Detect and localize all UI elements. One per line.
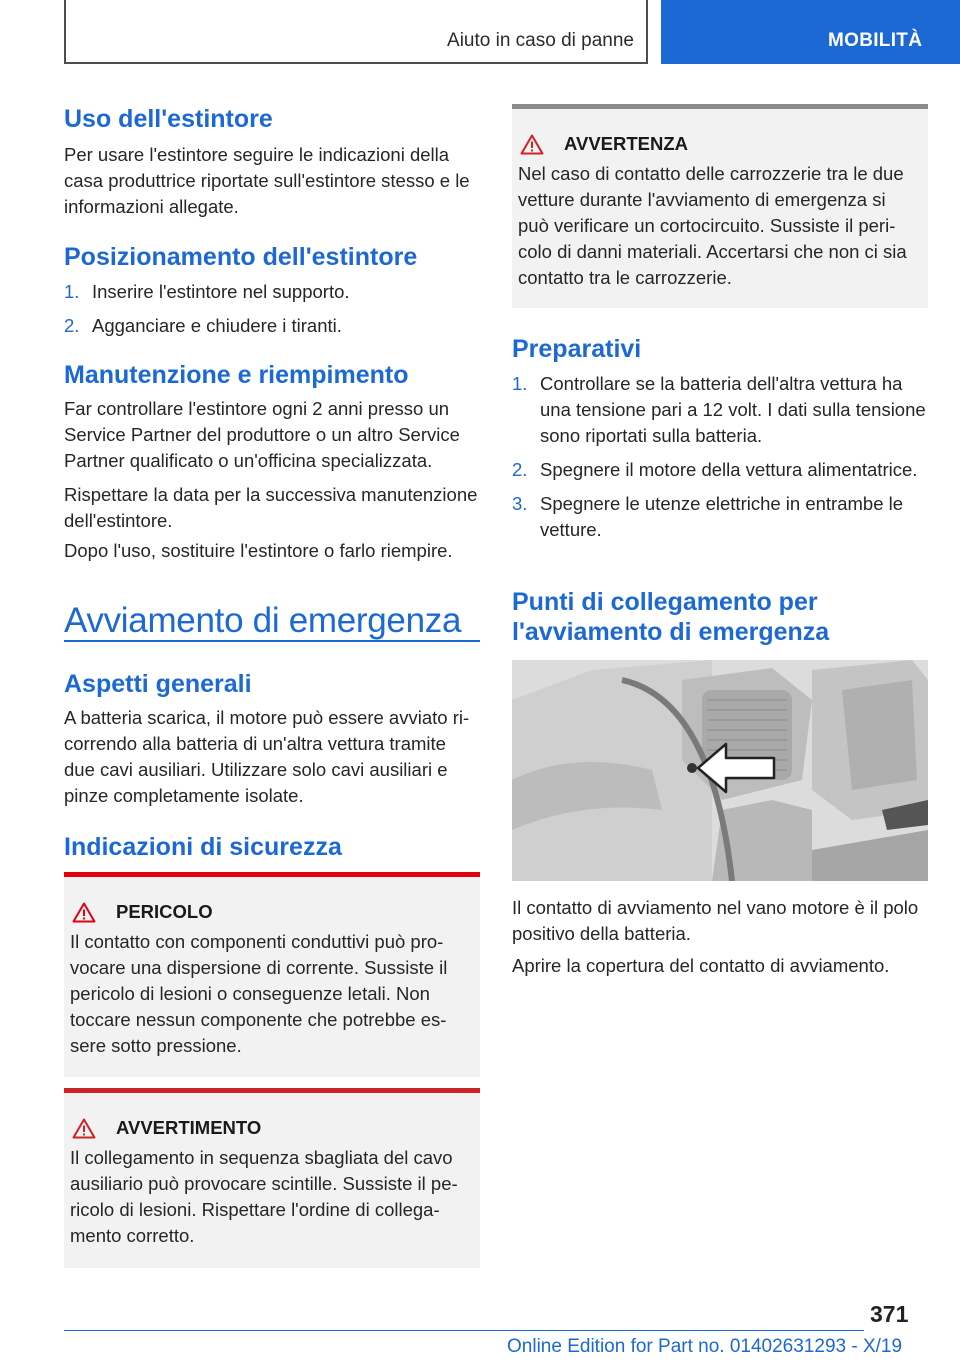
warning-triangle-icon (72, 1118, 96, 1139)
steps-preparativi (512, 371, 928, 543)
heading-indicazioni-sicurezza: Indicazioni di sicurezza (64, 833, 342, 861)
heading-manutenzione: Manutenzione e riempimento (64, 361, 409, 389)
footer-rule (64, 1330, 864, 1331)
engine-bay-illustration (512, 660, 928, 881)
warning-text: Il collegamento in sequenza sbagliata del cavo ausiliario può provocare scintille. Sussiste il pericolo di lesioni. Rispettare l'ordine di collegamento corretto. (70, 1147, 458, 1246)
footer-edition: Online Edition for Part no. 01402631293 - X/19 (507, 1336, 903, 1357)
warning-triangle-icon (72, 902, 96, 923)
paragraph-punti-1: Il contatto di avviamento nel vano motore è il polo positivo della batteria. (512, 897, 919, 944)
caution-label: AVVERTENZA (564, 133, 689, 154)
danger-bar (64, 872, 480, 877)
warning-label: AVVERTIMENTO (116, 1117, 262, 1138)
list-item: 3. Spegnere le utenze elettriche in entrambe le vetture. (512, 493, 904, 540)
paragraph-manutenzione-2: Rispettare la data per la successiva manutenzione dell'estintore. (64, 484, 478, 531)
warning-notice (64, 1088, 480, 1268)
steps-posizionamento (64, 279, 480, 339)
list-item: 1. Controllare se la batteria dell'altra vettura ha una tensione pari a 12 volt. I dati sulla tensione sono riportati sulla batteria. (512, 373, 926, 446)
heading-avviamento-emergenza: Avviamento di emergenza (64, 601, 462, 640)
list-item: 2. Spegnere il motore della vettura alimentatrice. (512, 459, 918, 480)
caution-bar (512, 104, 928, 109)
list-item: 1. Inserire l'estintore nel supporto. (64, 281, 350, 302)
heading-rule (64, 640, 480, 642)
heading-punti-collegamento-1: Punti di collegamento per (512, 588, 818, 616)
paragraph-punti-2: Aprire la copertura del contatto di avviamento. (512, 955, 890, 976)
caution-text: Nel caso di contatto delle carrozzerie tra le due vetture durante l'avviamento di emergenza si può verificare un cortocircuito. Sussiste il pericolo di danni materiali. Accertarsi che non ci sia contatto tra le carrozzerie. (518, 163, 907, 288)
danger-text: Il contatto con componenti conduttivi può provocare una dispersione di corrente. Sussiste il pericolo di lesioni o conseguenze letali. Non toccare nessun componente che potrebbe essere sotto pressione. (70, 931, 448, 1056)
paragraph-manutenzione-1: Far controllare l'estintore ogni 2 anni presso un Service Partner del produttore o un altro Service Partner qualificato o un'officina specializzata. (64, 398, 460, 471)
paragraph-manutenzione-3: Dopo l'uso, sostituire l'estintore o farlo riempire. (64, 540, 453, 561)
engine-bay-image (512, 660, 928, 881)
header-section-tab (64, 0, 648, 64)
heading-preparativi: Preparativi (512, 335, 642, 363)
caution-notice (512, 104, 928, 308)
warning-bar (64, 1088, 480, 1093)
paragraph-uso-estintore: Per usare l'estintore seguire le indicazioni della casa produttrice riportate sull'estintore stesso e le informazioni allegate. (64, 144, 470, 217)
danger-label: PERICOLO (116, 901, 213, 922)
heading-uso-estintore: Uso dell'estintore (64, 105, 273, 133)
header-section-title: Aiuto in caso di panne (447, 30, 634, 51)
danger-notice (64, 872, 480, 1077)
paragraph-aspetti-generali: A batteria scarica, il motore può essere avviato ricorrendo alla batteria di un'altra vettura tramite due cavi ausiliari. Utilizzare solo cavi ausiliari e pinze completamente isolate. (64, 707, 470, 806)
header-chapter-title: MOBILITÀ (828, 30, 923, 51)
heading-punti-collegamento-2: l'avviamento di emergenza (512, 618, 830, 646)
header-chapter-tab (661, 0, 960, 64)
list-item: 2. Agganciare e chiudere i tiranti. (64, 315, 342, 336)
page-number: 371 (870, 1301, 909, 1327)
heading-posizionamento: Posizionamento dell'estintore (64, 243, 418, 271)
warning-triangle-icon (520, 134, 544, 155)
heading-aspetti-generali: Aspetti generali (64, 670, 252, 698)
